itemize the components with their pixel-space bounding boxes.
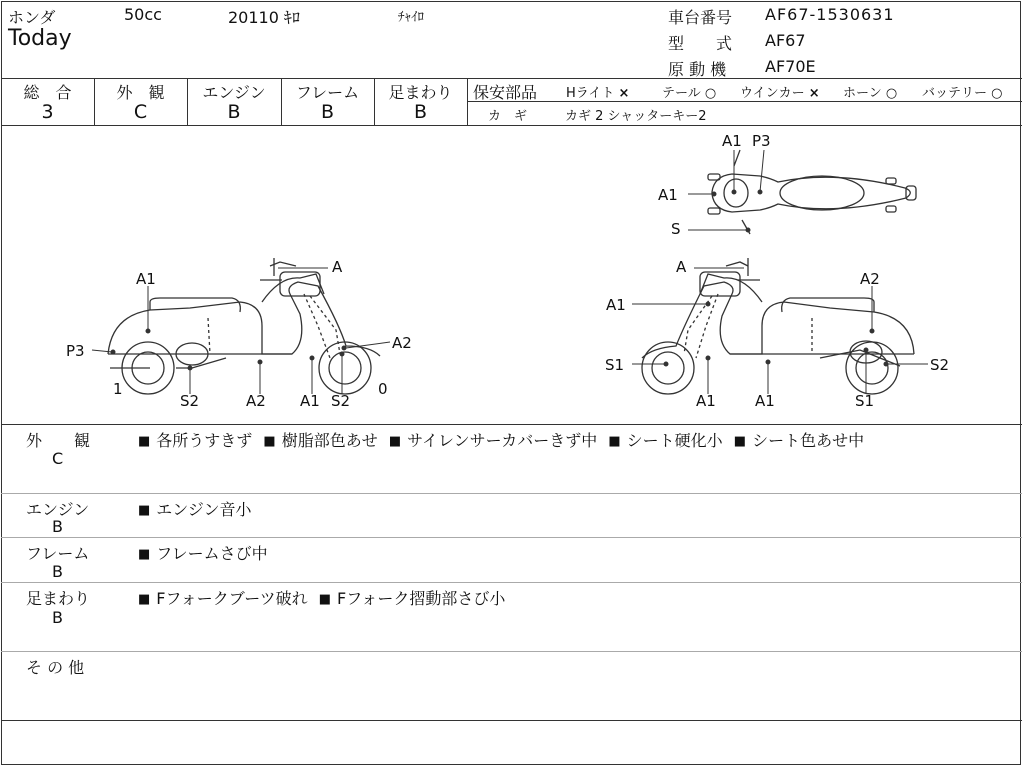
remark-item: フレームさび中 [156,544,268,563]
remark-item: 各所うすきず [156,431,253,450]
right-label-s1: S1 [605,356,625,374]
divider [1,493,1022,494]
chassis-number: AF67-1530631 [765,5,895,24]
bullet-icon: ■ [733,434,747,449]
grade-frame-label: フレーム [295,83,360,102]
top-label-a1-left: A1 [658,186,678,204]
right-label-s2: S2 [930,356,950,374]
chassis-label: 車台番号 [668,8,733,27]
bullet-icon: ■ [138,547,151,562]
divider [1,78,1022,79]
safety-item-tail: テール ○ [662,86,717,101]
divider [1,424,1022,425]
remark-suspension-category: 足まわり [26,589,91,608]
remark-frame-items [138,541,274,564]
left-label-0: 0 [378,380,388,398]
right-label-s1-bottom: S1 [855,392,875,410]
grade-suspension-value: B [413,101,428,123]
safety-item-horn: ホーン ○ [843,86,898,101]
grade-overall-label: 総 合 [23,83,72,102]
type-label: 型 式 [668,34,733,53]
divider [467,101,1022,102]
remark-engine-grade: B [52,517,63,536]
remark-exterior-category: 外 観 [26,431,91,450]
right-label-a1-bottom: A1 [696,392,716,410]
grade-overall-value: 3 [41,101,54,123]
left-label-a2: A2 [392,334,412,352]
color: ﾁｬｲﾛ [398,10,424,25]
grade-engine-label: エンジン [202,83,266,102]
right-label-a1: A1 [606,296,626,314]
top-label-a1: A1 [722,132,742,150]
remark-item: Fフォーク摺動部さび小 [336,589,506,608]
left-label-p3: P3 [66,342,85,360]
remark-engine-items [138,497,258,520]
scooter-damage-diagram [0,126,1024,424]
grade-engine-value: B [227,101,241,123]
maker: ホンダ [8,8,56,27]
bullet-icon: ■ [608,434,621,449]
remark-exterior-grade: C [52,449,64,468]
bullet-icon: ■ [388,434,402,449]
left-label-s2: S2 [180,392,200,410]
displacement: 50cc [124,5,162,24]
right-label-a2: A2 [860,270,880,288]
right-label-a1-bottom2: A1 [755,392,775,410]
remark-frame-grade: B [52,562,63,581]
type-value: AF67 [765,31,806,50]
left-label-s2-bottom: S2 [331,392,351,410]
grade-exterior-label: 外 観 [116,83,165,102]
remark-item: サイレンサーカバーきず中 [407,431,598,450]
mileage: 20110 ｷﾛ [228,8,300,27]
top-view-scooter [708,150,916,234]
bullet-icon: ■ [138,592,151,607]
remark-exterior-items [138,428,870,451]
bullet-icon: ■ [263,434,276,449]
key-label: カ ギ [488,109,528,124]
remark-item: Fフォークブーツ破れ [156,589,308,608]
remark-item: シート硬化小 [626,431,723,450]
divider [1,720,1022,721]
bullet-icon: ■ [138,434,151,449]
remark-other-category: そ の 他 [26,658,85,677]
remark-suspension-items [138,586,511,609]
remark-suspension-grade: B [52,608,63,627]
divider [1,537,1022,538]
remark-item: エンジン音小 [156,500,252,519]
grade-exterior-value: C [133,101,148,123]
divider [1,582,1022,583]
remark-engine-category: エンジン [26,500,90,519]
bullet-icon: ■ [318,592,331,607]
grade-suspension-label: 足まわり [388,83,453,102]
key-value: カギ 2 シャッターキー2 [565,109,707,124]
remark-frame-category: フレーム [26,544,90,563]
engine-label: 原 動 機 [668,60,727,79]
left-label-1: 1 [113,380,123,398]
left-label-a1-bottom: A1 [300,392,320,410]
safety-item-winker: ウインカー × [740,86,820,101]
top-label-p3: P3 [752,132,771,150]
left-label-a2-bottom: A2 [246,392,266,410]
top-label-s: S [671,220,681,238]
divider [1,651,1022,652]
left-label-a1: A1 [136,270,156,288]
model-name: Today [8,26,72,51]
remark-item: 樹脂部色あせ [281,431,378,450]
safety-item-headlight: Hライト × [566,86,630,101]
left-label-a: A [332,258,343,276]
engine-value: AF70E [765,57,816,76]
remark-item: シート色あせ中 [752,431,865,450]
safety-item-battery: バッテリー ○ [922,86,1003,101]
safety-parts-label: 保安部品 [473,83,538,102]
grade-frame-value: B [320,101,335,123]
right-label-a: A [676,258,687,276]
bullet-icon: ■ [138,503,151,518]
